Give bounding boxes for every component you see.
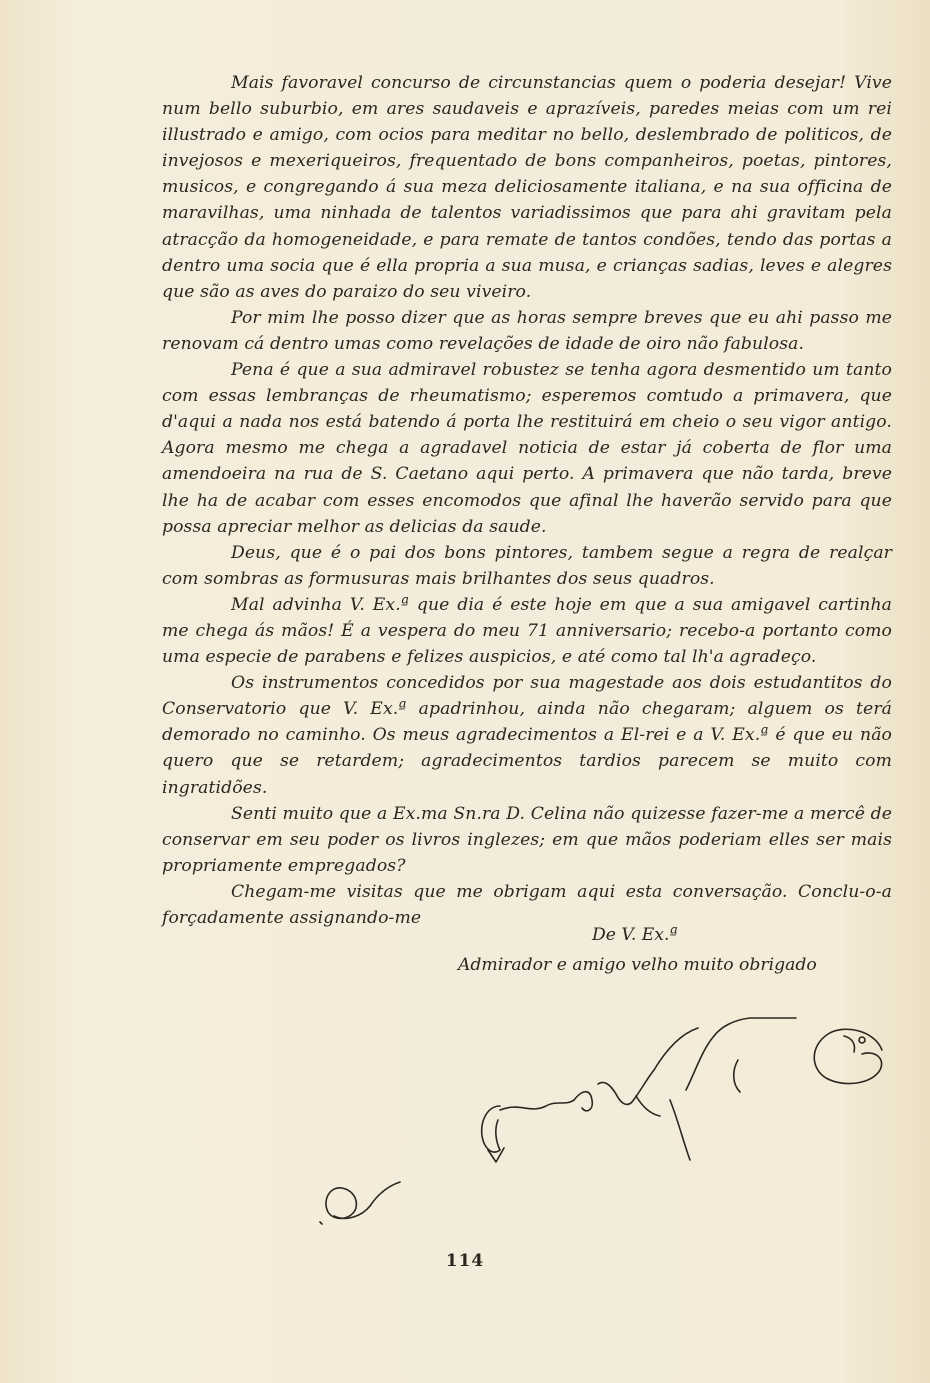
closing-valediction: Admirador e amigo velho muito obrigado — [458, 955, 817, 975]
signature-initials — [312, 1172, 422, 1232]
paragraph-5: Mal advinha V. Ex.ª que dia é este hoje em que a sua amigavel cartinha me chega ás mãos! É a vespera do meu 71 anniversario; recebo-a portanto como uma especie de parabens e felizes auspicios, e até como tal lh'a agradeço. — [162, 594, 892, 668]
paragraph-4: Deus, que é o pai dos bons pintores, tambem segue a regra de realçar com sombras as formusuras mais brilhantes dos seus quadros. — [162, 542, 892, 589]
handwritten-signature — [470, 1010, 900, 1190]
paragraph-8: Chegam-me visitas que me obrigam aqui esta conversação. Conclu-o-a forçadamente assignando-me — [162, 881, 892, 928]
paragraph-3: Pena é que a sua admiravel robustez se tenha agora desmentido um tanto com essas lembranças de rheumatismo; esperemos comtudo a primavera, que d'aqui a nada nos está batendo á porta lhe restituirá em cheio o seu vigor antigo. Agora mesmo me chega a agradavel noticia de estar já coberta de flor uma amendoeira na rua de S. Caetano aqui perto. A primavera que não tarda, breve lhe ha de acabar com esses encomodos que afinal lhe haverão servido para que possa apreciar melhor as delicias da saude. — [162, 360, 892, 537]
paragraph-6: Os instrumentos concedidos por sua magestade aos dois estudantitos do Conservatorio que V. Ex.ª apadrinhou, ainda não chegaram; alguem os terá demorado no caminho. Os meus agradecimentos a El-rei e a V. Ex.ª é que eu não quero que se retardem; agradecimentos tardios parecem se muito com ingratidões. — [162, 673, 892, 798]
closing-salutation: De V. Ex.ª — [592, 925, 678, 945]
letter-body — [162, 70, 892, 931]
paragraph-2: Por mim lhe posso dizer que as horas sempre breves que eu ahi passo me renovam cá dentro umas como revelações de idade de oiro não fabulosa. — [162, 307, 892, 354]
paragraph-1: Mais favoravel concurso de circunstancias quem o poderia desejar! Vive num bello suburbio, em ares saudaveis e aprazíveis, paredes meias com um rei illustrado e amigo, com ocios para meditar no bello, deslembrado de politicos, de invejosos e mexeriqueiros, frequentado de bons companheiros, poetas, pintores, musicos, e congregando á sua meza deliciosamente italiana, e na sua officina de maravilhas, uma ninhada de talentos variadissimos que para ahi gravitam pela atracção da homogeneidade, e para remate de tantos condões, tendo das portas a dentro uma socia que é ella propria a sua musa, e crianças sadias, leves e alegres que são as aves do paraizo do seu viveiro. — [162, 73, 892, 302]
paragraph-7: Senti muito que a Ex.ma Sn.ra D. Celina não quizesse fazer-me a mercê de conservar em seu poder os livros inglezes; em que mãos poderiam elles ser mais propriamente empregados? — [162, 803, 892, 876]
page-number: 114 — [445, 1251, 485, 1271]
